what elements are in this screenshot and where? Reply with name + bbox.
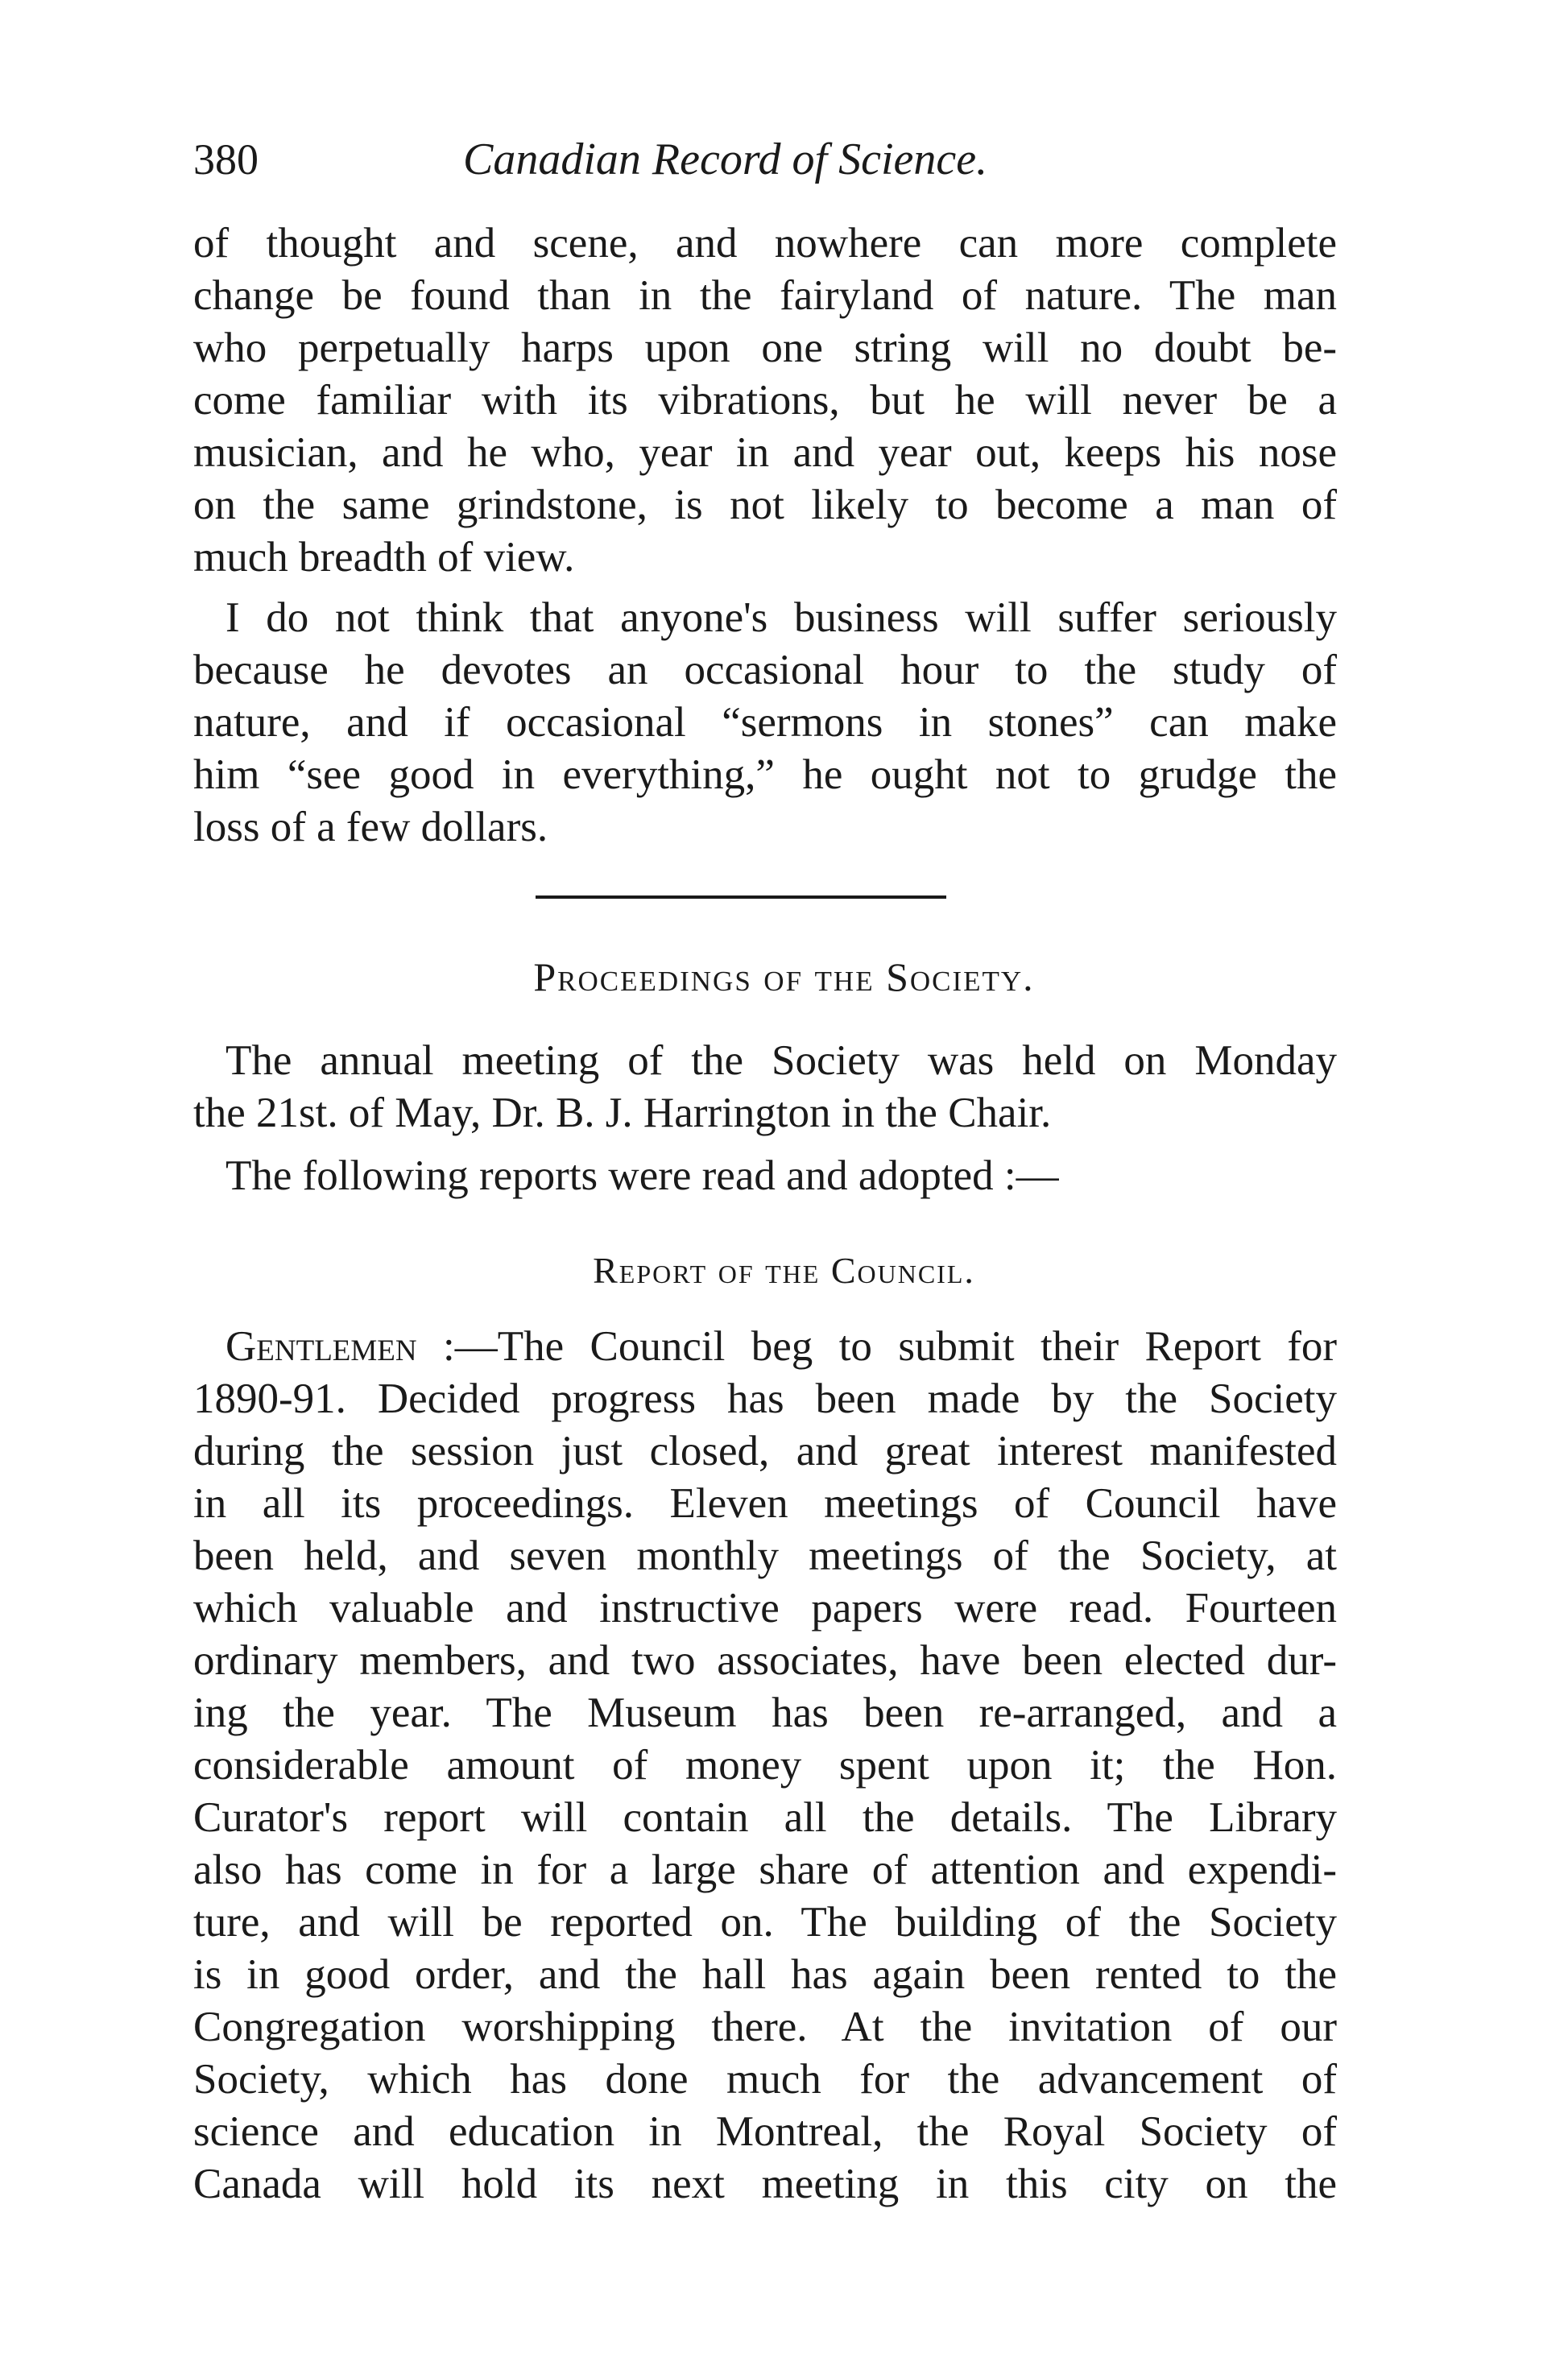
- paragraph-1: [193, 217, 1337, 584]
- running-head: Canadian Record of Science.: [463, 134, 988, 184]
- paragraph-4: [193, 1150, 1337, 1202]
- text-line: The annual meeting of the Society was held on Monday: [225, 1037, 1337, 1084]
- text-line: during the session just closed, and great interest manifested: [193, 1428, 1337, 1475]
- text-line: Society, which has done much for the advancement of: [193, 2056, 1337, 2103]
- text-line: also has come in for a large share of attention and expendi-: [193, 1847, 1337, 1893]
- text-line: much breadth of view.: [193, 534, 575, 581]
- text-line: ing the year. The Museum has been re-arranged, and a: [193, 1690, 1337, 1736]
- page-number: 380: [193, 135, 259, 184]
- text-line: change be found than in the fairyland of nature. The man: [193, 272, 1337, 319]
- text-line: Congregation worshipping there. At the invitation of our: [193, 2004, 1337, 2050]
- page-header: [193, 127, 1337, 192]
- text-line: [193, 1321, 1337, 1373]
- paragraph-5: [193, 1321, 1337, 2211]
- text-line: of thought and scene, and nowhere can more complete: [193, 220, 1337, 267]
- text-line: I do not think that anyone's business will suffer seriously: [225, 594, 1337, 641]
- text-line: nature, and if occasional “sermons in stones” can make: [193, 699, 1337, 746]
- paragraph-3: [193, 1035, 1337, 1140]
- text-line: been held, and seven monthly meetings of the Society, at: [193, 1532, 1337, 1579]
- text-line: on the same grindstone, is not likely to become a man of: [193, 482, 1337, 528]
- text-line: the 21st. of May, Dr. B. J. Harrington in the Chair.: [193, 1090, 1052, 1136]
- text-line: because he devotes an occasional hour to the study of: [193, 647, 1337, 693]
- salutation-rest: :—The Council beg to submit their Report for: [416, 1323, 1337, 1370]
- text-line: science and education in Montreal, the Royal Society of: [193, 2108, 1337, 2155]
- text-line: ordinary members, and two associates, have been elected dur-: [193, 1637, 1337, 1684]
- text-line: ture, and will be reported on. The building of the Society: [193, 1899, 1337, 1946]
- text-line: musician, and he who, year in and year out, keeps his nose: [193, 429, 1337, 476]
- text-line: considerable amount of money spent upon it; the Hon.: [193, 1742, 1337, 1789]
- text-line: come familiar with its vibrations, but he will never be a: [193, 377, 1337, 424]
- text-line: loss of a few dollars.: [193, 804, 548, 850]
- text-line: 1890-91. Decided progress has been made by the Society: [193, 1375, 1337, 1422]
- section-divider: [536, 895, 946, 899]
- text-line: Canada will hold its next meeting in this city on the: [193, 2161, 1337, 2207]
- text-line: him “see good in everything,” he ought not to grudge the: [193, 751, 1337, 798]
- text-line: who perpetually harps upon one string will no doubt be-: [193, 325, 1337, 371]
- salutation: Gentlemen: [225, 1323, 417, 1370]
- text-line: Curator's report will contain all the details. The Library: [193, 1794, 1337, 1841]
- paragraph-2: [193, 592, 1337, 854]
- text-line: The following reports were read and adopted :—: [225, 1152, 1059, 1199]
- section-heading: Proceedings of the Society.: [533, 954, 1035, 999]
- text-line: is in good order, and the hall has again been rented to the: [193, 1951, 1337, 1998]
- report-heading: Report of the Council.: [593, 1250, 975, 1291]
- text-line: which valuable and instructive papers were read. Fourteen: [193, 1585, 1337, 1632]
- text-line: in all its proceedings. Eleven meetings of Council have: [193, 1480, 1337, 1527]
